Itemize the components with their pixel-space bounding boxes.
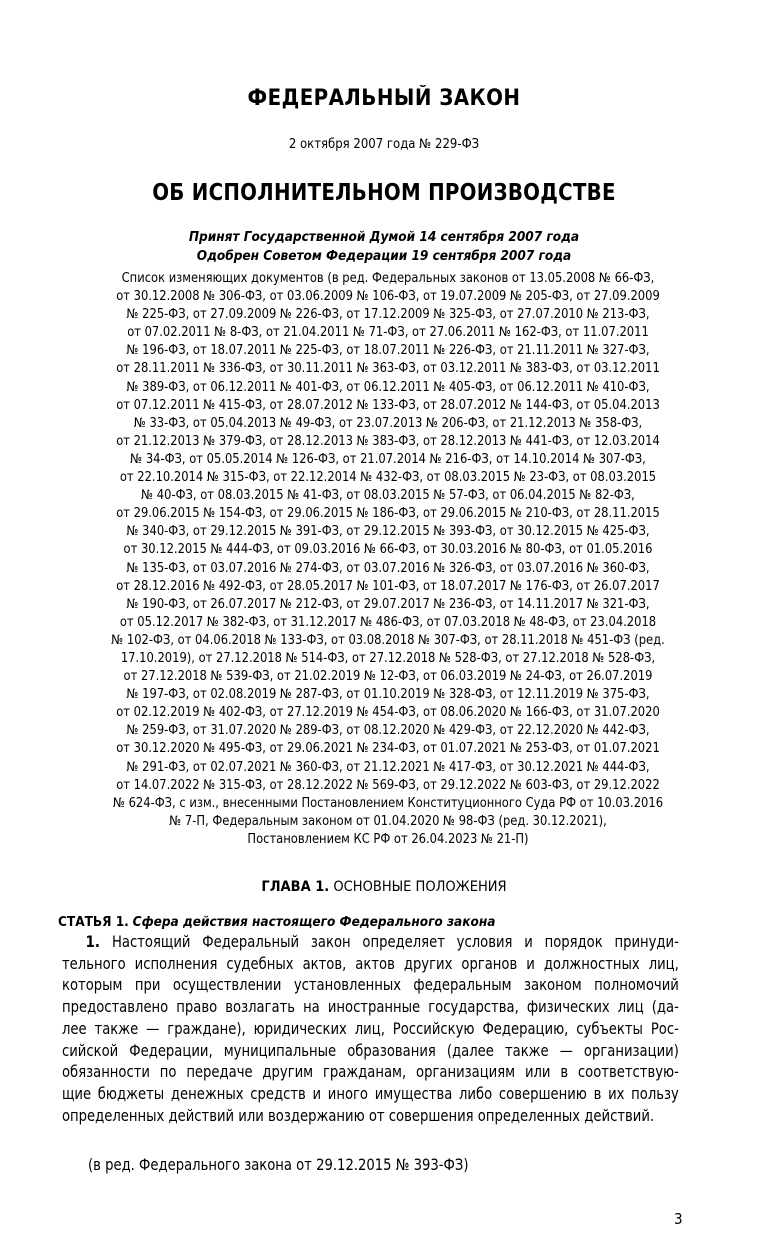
law-type-heading: ФЕДЕРАЛЬНЫЙ ЗАКОН xyxy=(247,86,521,111)
paragraph-line: обязанности по передаче другим гражданам, организациям или в соответствую- xyxy=(62,1063,679,1082)
amendment-line: № 389-ФЗ, от 06.12.2011 № 401-ФЗ, от 06.12.2011 № 405-ФЗ, от 06.12.2011 № 410-ФЗ, xyxy=(126,379,650,395)
article-title: Сфера действия настоящего Федерального закона xyxy=(132,914,496,930)
article-heading xyxy=(58,914,495,930)
amendment-line: от 21.12.2013 № 379-ФЗ, от 28.12.2013 № 383-ФЗ, от 28.12.2013 № 441-ФЗ, от 12.03.2014 xyxy=(116,433,660,449)
amendment-line: № 135-ФЗ, от 03.07.2016 № 274-ФЗ, от 03.07.2016 № 326-ФЗ, от 03.07.2016 № 360-ФЗ, xyxy=(126,560,650,576)
edition-note: (в ред. Федерального закона от 29.12.2015 № 393-ФЗ) xyxy=(88,1156,469,1174)
amendment-line: № 40-ФЗ, от 08.03.2015 № 41-ФЗ, от 08.03.2015 № 57-ФЗ, от 06.04.2015 № 82-ФЗ, xyxy=(141,488,635,504)
paragraph-line: предоставлено право возлагать на иностранные государства, физических лиц (да- xyxy=(62,998,679,1017)
amendment-line: № 33-ФЗ, от 05.04.2013 № 49-ФЗ, от 23.07.2013 № 206-ФЗ, от 21.12.2013 № 358-ФЗ, xyxy=(133,415,643,431)
amendment-line: от 30.12.2015 № 444-ФЗ, от 09.03.2016 № 66-ФЗ, от 30.03.2016 № 80-ФЗ, от 01.05.2016 xyxy=(123,542,653,558)
amendment-line: от 02.12.2019 № 402-ФЗ, от 27.12.2019 № 454-ФЗ, от 08.06.2020 № 166-ФЗ, от 31.07.2020 xyxy=(116,705,660,721)
paragraph-line: тельного исполнения судебных актов, актов других органов и должностных лиц, xyxy=(62,954,679,973)
amendment-line: № 196-ФЗ, от 18.07.2011 № 225-ФЗ, от 18.07.2011 № 226-ФЗ, от 21.11.2011 № 327-ФЗ, xyxy=(126,343,650,359)
adopted-note: Принят Государственной Думой 14 сентября 2007 года xyxy=(188,229,580,245)
paragraph-line: щие бюджеты денежных средств и иного имущества либо совершению в их пользу xyxy=(62,1084,679,1103)
paragraph-line: сийской Федерации, муниципальные образования (далее также — организации) xyxy=(62,1041,679,1060)
amendment-line: № 34-ФЗ, от 05.05.2014 № 126-ФЗ, от 21.07.2014 № 216-ФЗ, от 14.10.2014 № 307-ФЗ, xyxy=(130,451,646,467)
amendment-line: от 30.12.2008 № 306-ФЗ, от 03.06.2009 № 106-ФЗ, от 19.07.2009 № 205-ФЗ, от 27.09.2009 xyxy=(116,289,660,305)
amendment-line: Список изменяющих документов (в ред. Федеральных законов от 13.05.2008 № 66-ФЗ, xyxy=(121,271,655,286)
amendment-line: от 30.12.2020 № 495-ФЗ, от 29.06.2021 № 234-ФЗ, от 01.07.2021 № 253-ФЗ, от 01.07.2021 xyxy=(116,741,660,757)
paragraph-line: определенных действий или воздержанию от совершения определенных действий. xyxy=(62,1106,655,1125)
paragraph-line: которым при осуществлении установленных федеральным законом полномочий xyxy=(62,976,679,995)
approved-note: Одобрен Советом Федерации 19 сентября 2007 года xyxy=(196,248,572,264)
amendment-line: от 29.06.2015 № 154-ФЗ, от 29.06.2015 № 186-ФЗ, от 29.06.2015 № 210-ФЗ, от 28.11.2015 xyxy=(116,506,660,522)
amendments-list xyxy=(58,270,718,849)
amendment-line: № 340-ФЗ, от 29.12.2015 № 391-ФЗ, от 29.12.2015 № 393-ФЗ, от 30.12.2015 № 425-ФЗ, xyxy=(126,524,650,540)
amendment-line: от 14.07.2022 № 315-ФЗ, от 28.12.2022 № 569-ФЗ, от 29.12.2022 № 603-ФЗ, от 29.12.2022 xyxy=(116,777,660,793)
amendment-line: № 190-ФЗ, от 26.07.2017 № 212-ФЗ, от 29.07.2017 № 236-ФЗ, от 14.11.2017 № 321-ФЗ, xyxy=(126,596,650,612)
amendment-line: от 07.02.2011 № 8-ФЗ, от 21.04.2011 № 71-ФЗ, от 27.06.2011 № 162-ФЗ, от 11.07.2011 xyxy=(127,325,649,341)
amendment-line: № 7-П, Федеральным законом от 01.04.2020 № 98-ФЗ (ред. 30.12.2021), xyxy=(169,813,607,829)
page-number: 3 xyxy=(674,1210,683,1228)
amendment-line: от 22.10.2014 № 315-ФЗ, от 22.12.2014 № 432-ФЗ, от 08.03.2015 № 23-ФЗ, от 08.03.2015 xyxy=(119,470,657,486)
amendment-line: № 102-ФЗ, от 04.06.2018 № 133-ФЗ, от 03.08.2018 № 307-ФЗ, от 28.11.2018 № 451-ФЗ (ред. xyxy=(111,632,665,648)
paragraph-line xyxy=(62,932,679,954)
paragraph-line-text: Настоящий Федеральный закон определяет условия и порядок принуди- xyxy=(112,933,679,951)
law-date-number: 2 октября 2007 года № 229-ФЗ xyxy=(288,137,480,152)
amendment-line: № 259-ФЗ, от 31.07.2020 № 289-ФЗ, от 08.12.2020 № 429-ФЗ, от 22.12.2020 № 442-ФЗ, xyxy=(126,723,650,739)
amendment-line: № 197-ФЗ, от 02.08.2019 № 287-ФЗ, от 01.10.2019 № 328-ФЗ, от 12.11.2019 № 375-ФЗ, xyxy=(126,687,650,703)
article-paragraph xyxy=(62,932,679,1127)
amendment-line: от 05.12.2017 № 382-ФЗ, от 31.12.2017 № 486-ФЗ, от 07.03.2018 № 48-ФЗ, от 23.04.2018 xyxy=(119,614,657,630)
amendment-line: от 28.11.2011 № 336-ФЗ, от 30.11.2011 № 363-ФЗ, от 03.12.2011 № 383-ФЗ, от 03.12.2011 xyxy=(116,361,660,377)
article-number: СТАТЬЯ 1. xyxy=(58,914,129,930)
amendment-line: Постановлением КС РФ от 26.04.2023 № 21-П) xyxy=(247,831,529,847)
amendment-line: от 07.12.2011 № 415-ФЗ, от 28.07.2012 № 133-ФЗ, от 28.07.2012 № 144-ФЗ, от 05.04.2013 xyxy=(116,397,660,413)
chapter-title: ОСНОВНЫЕ ПОЛОЖЕНИЯ xyxy=(333,879,507,895)
amendment-line: от 27.12.2018 № 539-ФЗ, от 21.02.2019 № 12-ФЗ, от 06.03.2019 № 24-ФЗ, от 26.07.2019 xyxy=(123,669,653,685)
chapter-number: ГЛАВА 1. xyxy=(261,879,330,895)
paragraph-line: лее также — граждане), юридических лиц, Российскую Федерацию, субъекты Рос- xyxy=(62,1019,679,1038)
paragraph-number: 1. xyxy=(85,933,113,951)
chapter-heading xyxy=(0,879,768,895)
amendment-line: № 291-ФЗ, от 02.07.2021 № 360-ФЗ, от 21.12.2021 № 417-ФЗ, от 30.12.2021 № 444-ФЗ, xyxy=(126,759,650,775)
law-title: ОБ ИСПОЛНИТЕЛЬНОМ ПРОИЗВОДСТВЕ xyxy=(152,180,616,206)
amendment-line: 17.10.2019), от 27.12.2018 № 514-ФЗ, от 27.12.2018 № 528-ФЗ, от 27.12.2018 № 528-ФЗ, xyxy=(120,650,656,666)
amendment-line: от 28.12.2016 № 492-ФЗ, от 28.05.2017 № 101-ФЗ, от 18.07.2017 № 176-ФЗ, от 26.07.2017 xyxy=(116,578,660,594)
amendment-line: № 225-ФЗ, от 27.09.2009 № 226-ФЗ, от 17.12.2009 № 325-ФЗ, от 27.07.2010 № 213-ФЗ, xyxy=(126,307,650,323)
amendment-line: № 624-ФЗ, с изм., внесенными Постановлением Конституционного Суда РФ от 10.03.2016 xyxy=(112,795,664,811)
